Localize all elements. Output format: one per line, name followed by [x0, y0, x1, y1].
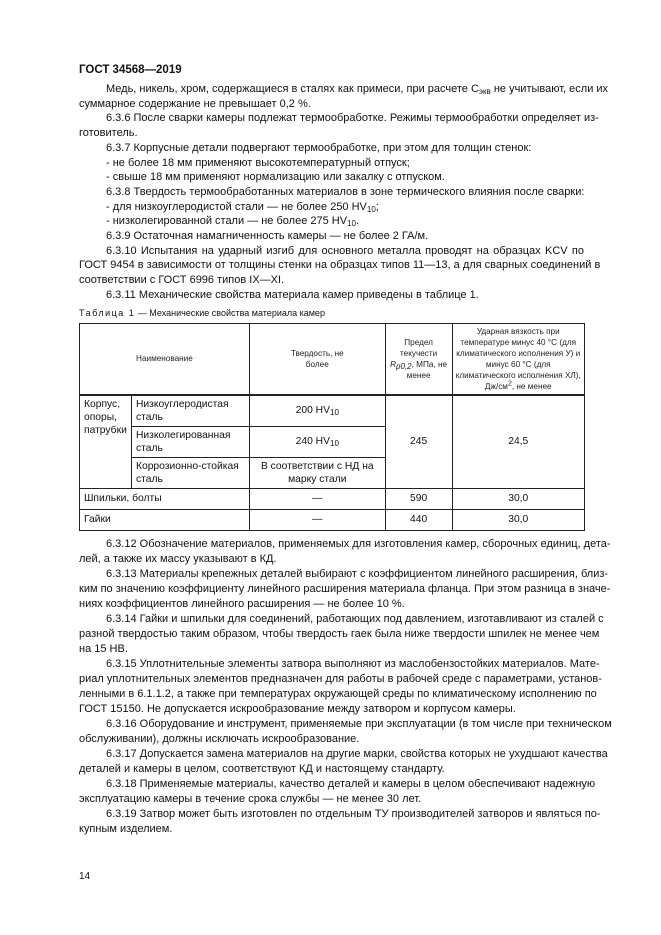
text-segment: ниях коэффициентов линейного расширения — не более 10 %. [79, 597, 405, 610]
row-name: Низколегированная сталь [131, 426, 249, 457]
table-caption-text: — Механические свойства материала камер [135, 307, 325, 318]
header-impact-sup: 2 [507, 379, 512, 387]
hardness-value: 240 HV [295, 436, 330, 448]
text-segment: готовитель. [79, 127, 138, 140]
text-segment: Медь, никель, хром, содержащиеся в сталях как примеси, при расчете С [106, 83, 479, 95]
text-line [79, 567, 609, 582]
text-segment: ГОСТ 9454 в зависимости от толщины стенки на образцах типов 11—13, а для сварных соединений в [79, 259, 601, 272]
page-body [79, 82, 612, 882]
group-impact: 24,5 [452, 395, 585, 489]
header-hardness [249, 323, 385, 395]
row-impact: 30,0 [452, 509, 585, 530]
text-segment: 6.3.8 Твердость термообработанных материалов в зоне термического влияния после сварки: [106, 185, 585, 198]
text-line [79, 97, 584, 112]
subscript: 10 [347, 219, 356, 229]
row-name: Шпильки, болты [80, 488, 250, 509]
text-line [79, 537, 611, 552]
text-line [79, 612, 604, 627]
text-segment: 6.3.18 Применяемые материалы, качество деталей и камеры в целом обеспечивают надежную [106, 777, 596, 790]
text-line [79, 214, 584, 229]
text-segment: ленными в 6.1.1.2, а также при температурах окружающей среды по климатическому исполнению по [79, 687, 597, 700]
header-yield-symbol: R [390, 359, 397, 369]
row-name: Гайки [80, 509, 250, 530]
table-header-row [80, 323, 585, 395]
text-segment: . [355, 215, 360, 228]
text-segment: - свыше 18 мм применяют нормализацию или закалку с отпуском. [106, 171, 445, 184]
text-line [79, 597, 584, 612]
header-hardness-text: Твердость, не более [290, 348, 344, 369]
row-hardness: — [249, 488, 385, 509]
text-line [79, 200, 584, 215]
header-yield [385, 323, 452, 395]
text-segment: 6.3.15 Уплотнительные элементы затвора выполняют из маслобензостойких материалов. Мате- [106, 657, 600, 670]
text-segment: купным изделием. [79, 822, 173, 835]
text-line [79, 642, 584, 657]
text-segment: - низколегированной стали — не более 275 HV [106, 215, 348, 228]
text-block-before-table [79, 82, 609, 303]
hardness-sub: 10 [330, 439, 339, 449]
text-line [79, 822, 584, 837]
header-yield-unit: , МПа, не менее [406, 359, 448, 380]
text-segment: разной твердостью таким образом, чтобы твердость гаек была ниже твердости шпилек не менее чем [79, 627, 600, 640]
text-segment: 6.3.17 Допускается замена материалов на другие марки, свойства которых не ухудшают качества [106, 747, 608, 760]
text-line [79, 777, 596, 792]
text-line [79, 717, 612, 732]
text-segment: 6.3.11 Механические свойства материала камер приведены в таблице 1. [106, 288, 479, 301]
text-segment: соответствии с ГОСТ 6996 типов IX—XI. [79, 274, 285, 287]
header-yield-sub: p0,2 [396, 361, 412, 371]
text-line [79, 170, 584, 185]
document-header: ГОСТ 34568—2019 [79, 64, 182, 76]
group-yield: 245 [385, 395, 452, 489]
text-line [79, 552, 584, 567]
text-segment: 6.3.6 После сварки камеры подлежат термообработке. Режимы термообработки определяет из- [106, 112, 599, 125]
text-segment: 6.3.10 Испытания на ударный изгиб для основного металла проводят на образцах KCV по [106, 244, 584, 257]
text-line [79, 273, 584, 288]
table-row [80, 395, 585, 427]
text-line [79, 82, 609, 97]
header-yield-text: Предел текучести [399, 337, 438, 358]
text-segment: ким по значению коэффициенту линейного расширения материала фланца. При этом разница в значе- [79, 582, 611, 595]
text-segment: 6.3.7 Корпусные детали подвергают термообработке, при этом для толщин стенок: [106, 141, 532, 154]
text-segment: на 15 НВ. [79, 642, 128, 655]
table-row [80, 509, 585, 530]
subscript: 10 [366, 204, 376, 214]
table-caption-label: Таблица 1 [79, 307, 136, 318]
text-line [79, 732, 584, 747]
text-segment: ; [375, 200, 379, 213]
text-segment: не учитывают, если их [490, 83, 609, 95]
text-segment: лей, а также их массу указывают в КД. [79, 552, 277, 565]
text-line [79, 288, 584, 303]
text-segment: 6.3.16 Оборудование и инструмент, применяемые при эксплуатации (в том числе при техническом [106, 717, 612, 730]
row-hardness: В соответствии с НД на марку стали [249, 457, 385, 488]
row-name: Низкоуглеродистая сталь [131, 395, 249, 427]
text-segment: 6.3.12 Обозначение материалов, применяемых для изготовления камер, сборочных единиц, дета- [106, 537, 611, 550]
header-name: Наименование [80, 323, 250, 395]
text-segment: ГОСТ 15150. Не допускается искрообразование между затвором и корпусом камеры. [79, 702, 516, 715]
header-impact-unit: , не менее [511, 381, 552, 391]
text-segment: - для низкоуглеродистой стали — не более 250 HV [106, 200, 367, 213]
subscript: экв [478, 87, 491, 96]
text-line [79, 244, 584, 259]
row-name: Коррозионно-стойкая сталь [131, 457, 249, 488]
header-impact-text: Ударная вязкость при температуре минус 40 °С (для климатического исполнения У) и минус 60 °С (для климатического исполнения ХЛ), Дж/см [455, 326, 581, 391]
text-segment: 6.3.9 Остаточная намагниченность камеры — не более 2 ГА/м. [106, 230, 429, 243]
table-row [80, 488, 585, 509]
text-block-after-table [79, 537, 612, 837]
row-hardness [249, 395, 385, 427]
text-segment: суммарное содержание не превышает 0,2 %. [79, 97, 311, 110]
text-line [79, 807, 601, 822]
group-name: Корпус, опоры, патрубки [80, 395, 132, 489]
page-number: 14 [79, 870, 91, 882]
text-line [79, 156, 584, 171]
text-line [79, 762, 584, 777]
text-line [79, 792, 584, 807]
text-line [79, 687, 597, 702]
text-line [79, 657, 600, 672]
text-line [79, 582, 611, 597]
text-segment: деталей и камеры в целом, соответствуют КД и настоящему стандарту. [79, 762, 445, 775]
row-yield: 590 [385, 488, 452, 509]
text-line [79, 126, 584, 141]
text-segment: 6.3.14 Гайки и шпильки для соединений, работающих под давлением, изготавливают из сталей с [106, 612, 604, 625]
text-line [79, 747, 608, 762]
text-line [79, 185, 584, 200]
text-segment: обслуживании), должны исключать искрообразование. [79, 732, 360, 745]
row-hardness [249, 426, 385, 457]
text-segment: риал уплотнительных элементов предназначен для работы в рабочей среде с параметрами, установ- [79, 672, 602, 685]
row-hardness: — [249, 509, 385, 530]
text-line [79, 258, 601, 273]
row-impact: 30,0 [452, 488, 585, 509]
text-line [79, 111, 599, 126]
text-segment: 6.3.13 Материалы крепежных деталей выбирают с коэффициентом линейного расширения, близ- [106, 567, 609, 580]
text-line [79, 627, 600, 642]
mechanical-properties-table [79, 323, 585, 531]
header-impact [452, 323, 585, 395]
text-line [79, 229, 584, 244]
table-caption [79, 307, 585, 319]
row-yield: 440 [385, 509, 452, 530]
hardness-sub: 10 [330, 408, 339, 418]
text-segment: эксплуатацию камеры в течение срока службы — не менее 30 лет. [79, 792, 422, 805]
hardness-value: 200 HV [295, 405, 330, 417]
text-line [79, 141, 584, 156]
text-line [79, 672, 602, 687]
text-segment: - не более 18 мм применяют высокотемпературный отпуск; [106, 156, 410, 169]
text-segment: 6.3.19 Затвор может быть изготовлен по отдельным ТУ производителей затворов и являться по- [106, 807, 601, 820]
text-line [79, 702, 584, 717]
